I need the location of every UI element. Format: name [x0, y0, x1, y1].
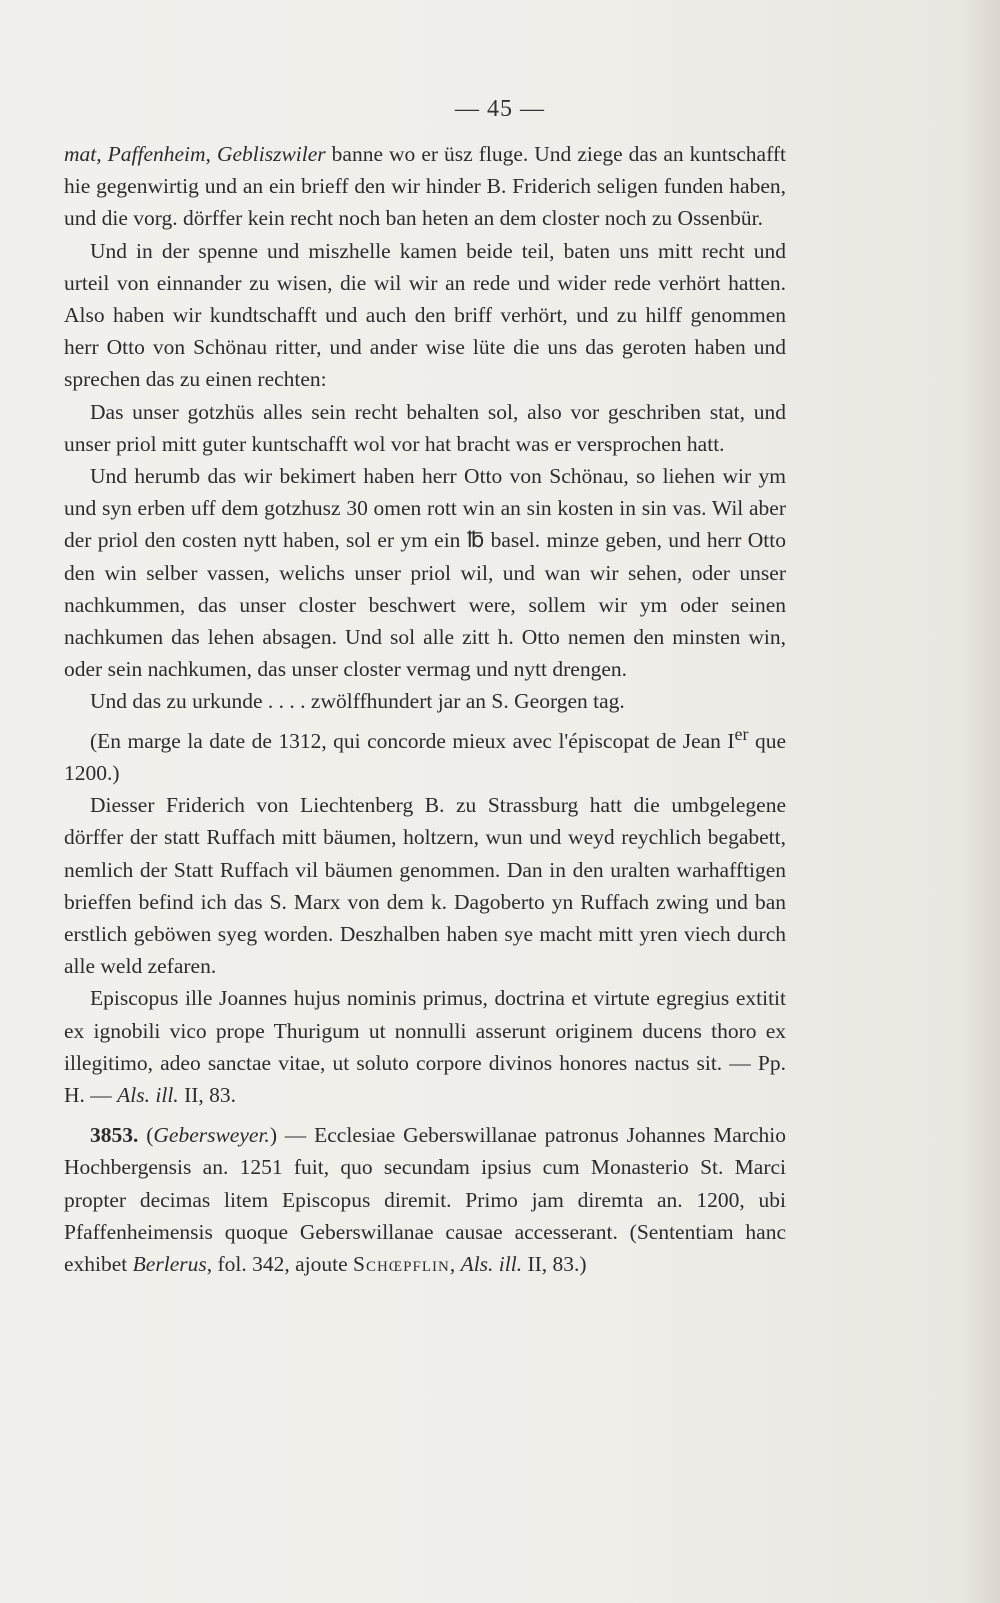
paragraph-text: , fol. 342, ajoute	[206, 1252, 354, 1277]
place-names: mat, Paffenheim, Gebliszwiler	[64, 142, 326, 166]
paragraph: Und herumb das wir bekimert haben herr Otto von Schönau, so liehen wir ym und syn erben uff dem gotzhusz 30 omen rott win an sin kosten in sin vas. Wil aber der priol den costen nytt haben, sol er ym ein ℔ basel. minze geben, und herr Otto den win selber vassen, welichs unser priol wil, und wan wir sehen, oder unser nachkummen, das unser closter beschwert were, sollem wir ym oder seinen nachkumen das lehen absagen. Und sol alle zitt h. Otto nemen den minsten win, oder sein nachkumen, das unser closter vermag und nytt drengen.	[64, 464, 786, 682]
paragraph: Und das zu urkunde . . . . zwölffhundert jar an S. Georgen tag.	[90, 689, 625, 714]
body-text	[64, 138, 786, 1280]
paragraph: Diesser Friderich von Liechtenberg B. zu Strassburg hatt die umbgelegene dörffer der statt Ruffach mitt bäumen, holtzern, wun und weyd reychlich begabett, nemlich der Statt Ruffach vil bäumen genommen. Dan in den uralten warhafftigen brieffen befind ich das S. Marx von dem k. Dagoberto yn Ruffach zwing und ban erstlich geböwen syeg worden. Deszhalben haben sye macht mitt yren viech durch alle weld zefaren.	[64, 793, 786, 979]
paragraph-text: (En marge la date de 1312, qui concorde mieux avec l'épiscopat de Jean I	[90, 728, 735, 753]
paragraph-text: (	[138, 1123, 154, 1148]
author-name: Berlerus	[132, 1252, 207, 1277]
superscript: er	[734, 723, 749, 744]
paragraph-text: banne wo er üsz fluge. Und ziege das an kuntschafft hie gegenwirtig und an ein brieff den wir hinder B. Friderich seligen funden haben, und die vorg. dörffer kein recht noch ban heten an dem closter noch zu Ossenbür.	[64, 142, 786, 231]
paragraph	[64, 982, 786, 1111]
paragraph-text: ,	[449, 1252, 461, 1277]
paragraph-text: II, 83.)	[522, 1252, 587, 1277]
paragraph	[64, 718, 786, 790]
entry-paragraph	[64, 1119, 786, 1280]
citation: Als. ill.	[460, 1252, 523, 1277]
entry-place: Gebersweyer.	[153, 1123, 270, 1148]
paragraph-text: que 1200.)	[64, 728, 786, 786]
entry-number: 3853.	[90, 1123, 139, 1148]
paragraph: Und in der spenne und miszhelle kamen beide teil, baten uns mitt recht und urteil von einnander zu wisen, die wil wir an rede und wider rede verhört hatten. Also haben wir kundtschafft und auch den briff verhört, und zu hilff genommen herr Otto von Schönau ritter, und ander wise lüte die uns das geroten haben und sprechen das zu einen rechten:	[64, 238, 786, 392]
paragraph-text: ) — Ecclesiae Geberswillanae patronus Johannes Marchio Hochbergensis an. 1251 fuit, quo secundam ipsius cum Monasterio St. Marci propter decimas litem Episcopus diremit. Primo jam diremta an. 1200, ubi Pfaffenheimensis quoque Geberswillanae causae accesserant. (Sententiam hanc exhibet	[64, 1123, 786, 1277]
paragraph	[64, 138, 786, 235]
paragraph-text: Episcopus ille Joannes hujus nominis primus, doctrina et virtute egregius extitit ex ignobili vico prope Thurigum ut nonnulli asserunt originem ducens thoro ex illegitimo, adeo sanctae vitae, ut soluto corpore divinos honores nactus sit. — Pp. H. —	[64, 986, 786, 1108]
citation: Als. ill.	[117, 1083, 179, 1108]
author-name-smallcaps: Schœpflin	[353, 1252, 450, 1277]
paragraph: Das unser gotzhüs alles sein recht behalten sol, also vor geschriben stat, und unser priol mitt guter kuntschafft wol vor hat bracht was er versprochen hatt.	[64, 399, 786, 456]
paragraph-text: II, 83.	[178, 1083, 237, 1108]
page-number: — 45 —	[455, 96, 545, 122]
page-edge-shadow	[960, 0, 1000, 1603]
